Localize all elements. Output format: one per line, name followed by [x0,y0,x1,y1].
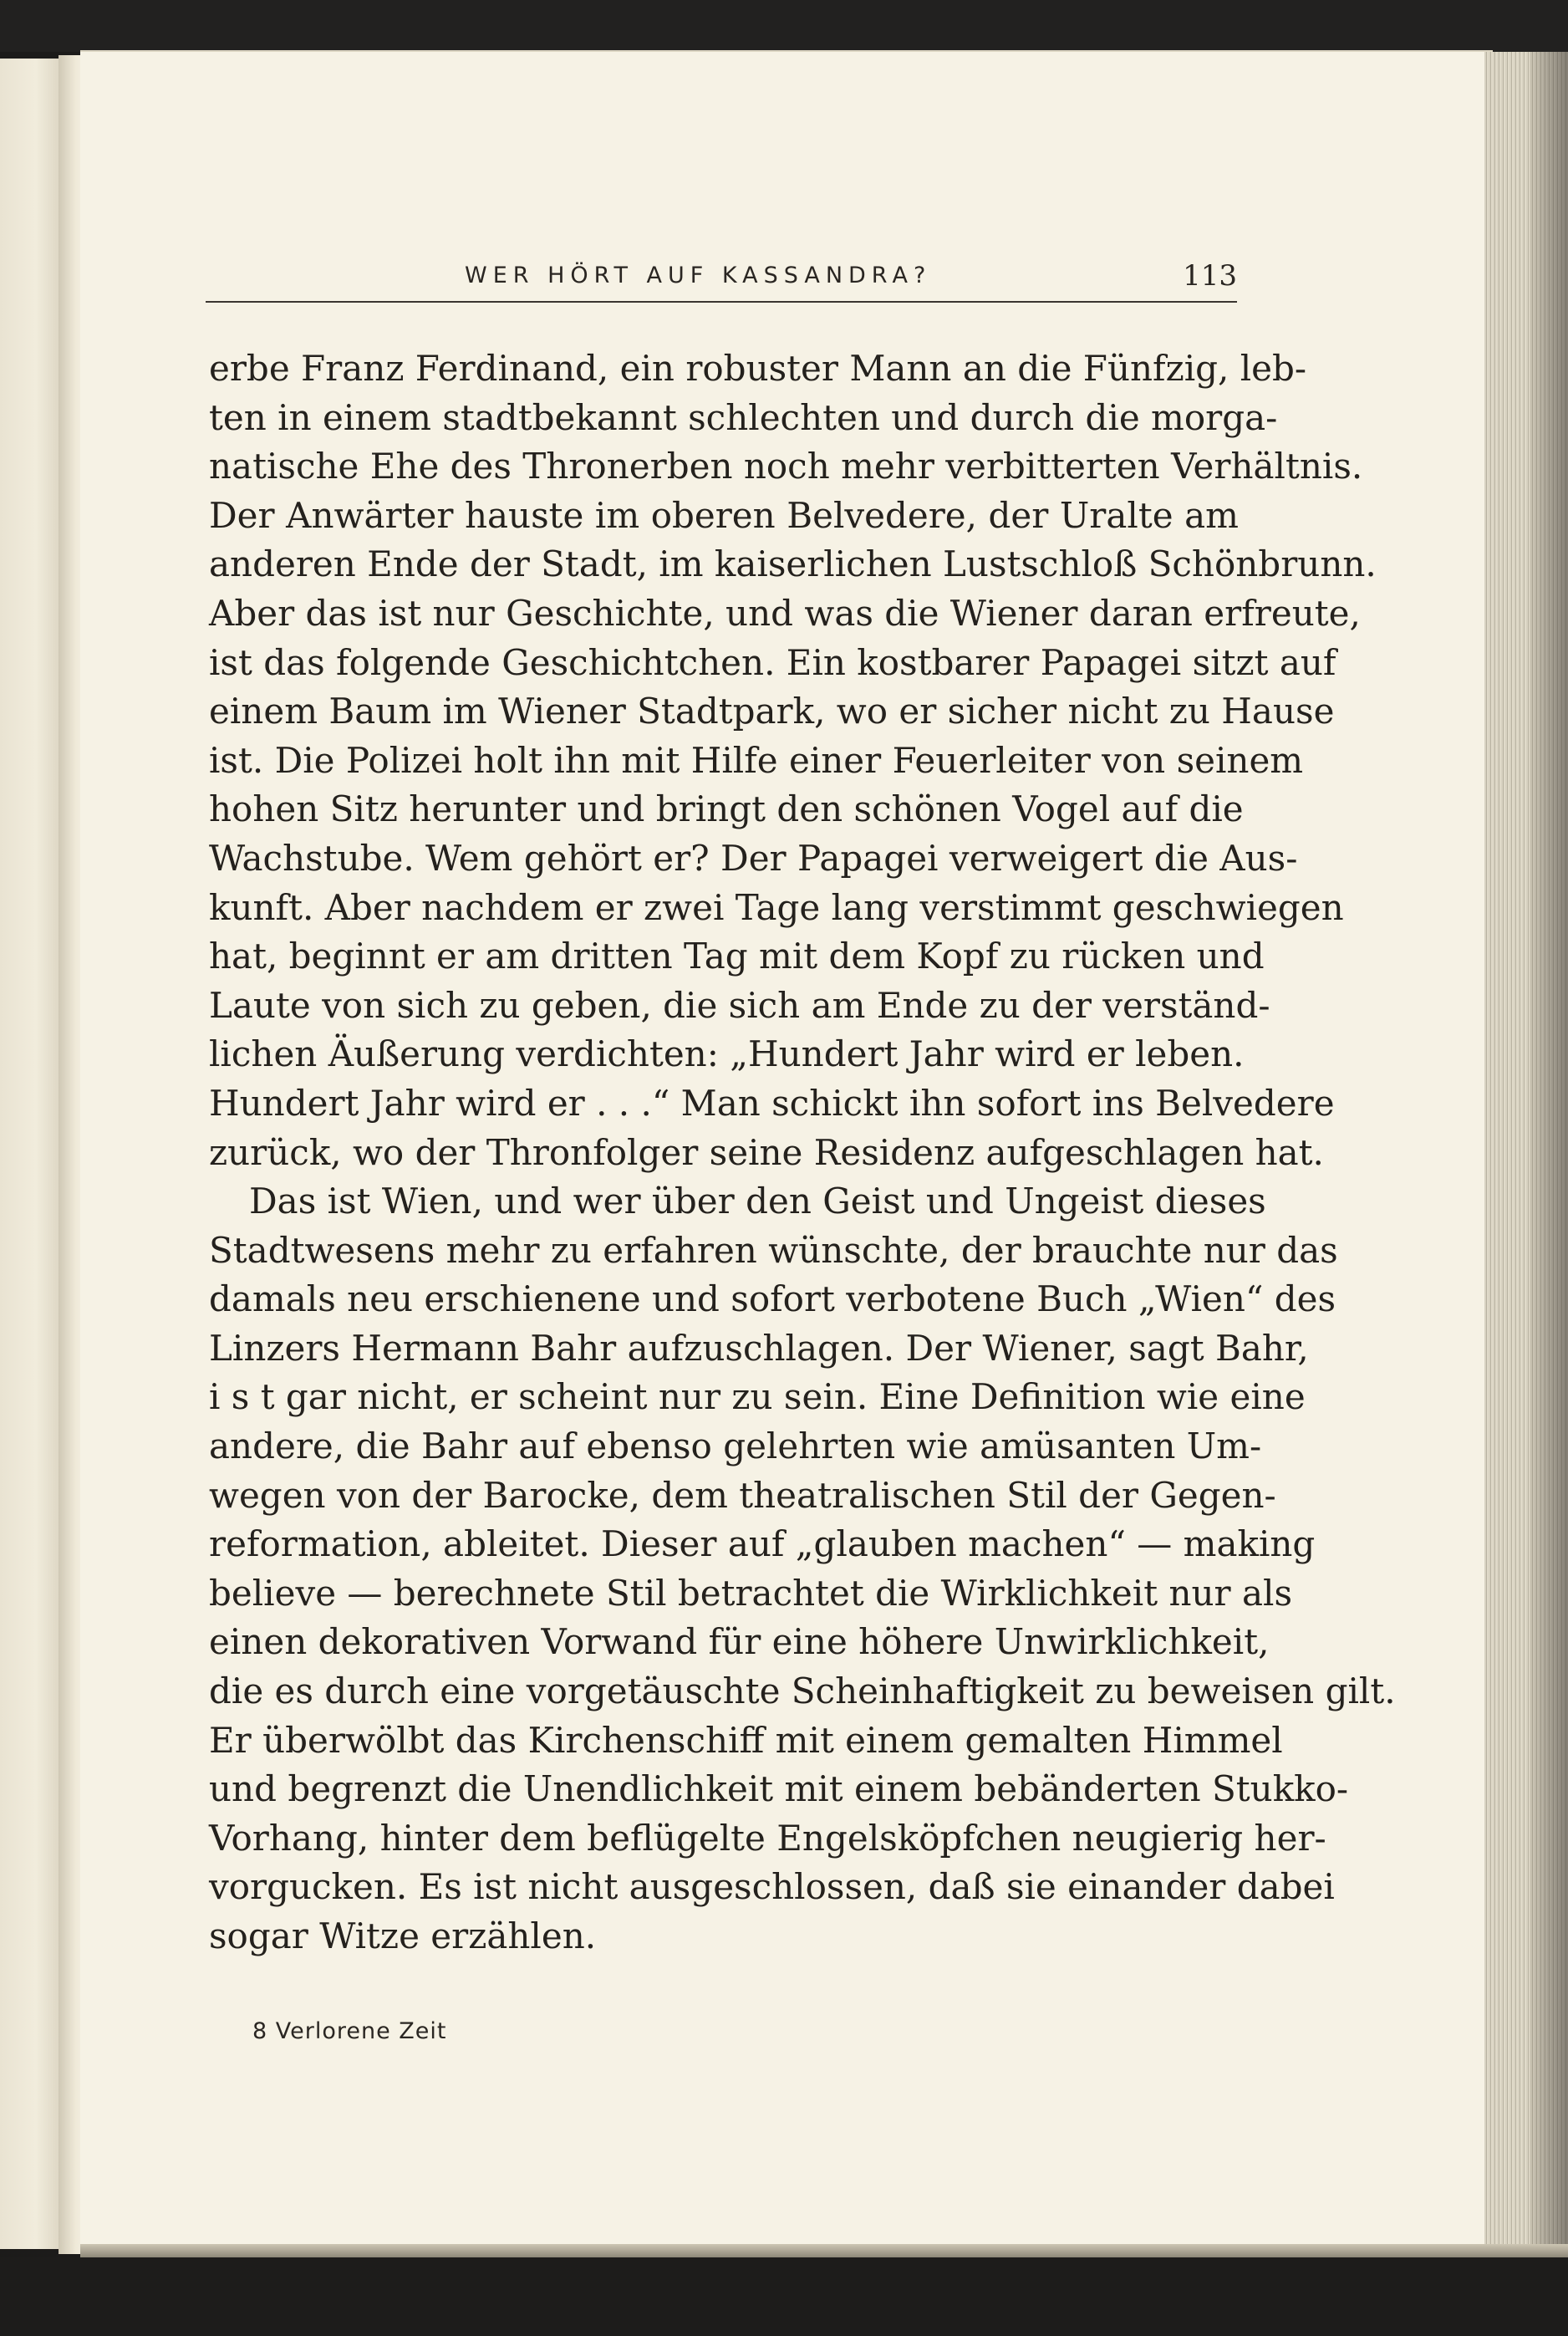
header-rule [206,301,1237,303]
body-text [209,344,1396,1961]
text-line: anderen Ende der Stadt, im kaiserlichen Lustschloß Schönbrunn. [209,543,1377,585]
text-line: Linzers Hermann Bahr aufzuschlagen. Der Wiener, sagt Bahr, [209,1327,1309,1369]
text-line: Er überwölbt das Kirchenschiff mit einem gemalten Himmel [209,1719,1283,1761]
text-line: erbe Franz Ferdinand, ein robuster Mann an die Fünfzig, leb- [209,348,1307,389]
text-line: andere, die Bahr auf ebenso gelehrten wie amüsanten Um- [209,1426,1262,1467]
scan-bottom-border [0,2257,1568,2336]
text-line: ist. Die Polizei holt ihn mit Hilfe einer Feuerleiter von seinem [209,739,1304,781]
text-line: kunft. Aber nachdem er zwei Tage lang verstimmt geschwiegen [209,886,1344,928]
text-line: believe — berechnete Stil betrachtet die Wirklichkeit nur als [209,1572,1292,1614]
text-line: vorgucken. Es ist nicht ausgeschlossen, daß sie einander dabei [209,1866,1335,1908]
text-line: einen dekorativen Vorwand für eine höhere Unwirklichkeit, [209,1621,1270,1663]
text-line: wegen von der Barocke, dem theatralischen Stil der Gegen- [209,1474,1276,1516]
text-line: Vorhang, hinter dem beflügelte Engelsköpfchen neugierig her- [209,1817,1326,1859]
text-line: Stadtwesens mehr zu erfahren wünschte, der brauchte nur das [209,1229,1338,1271]
text-line: Laute von sich zu geben, die sich am Ende zu der verständ- [209,984,1270,1026]
text-line: damals neu erschienene und sofort verbotene Buch „Wien“ des [209,1278,1336,1320]
text-line: zurück, wo der Thronfolger seine Residenz aufgeschlagen hat. [209,1131,1324,1173]
running-header-title: WER HÖRT AUF KASSANDRA? [465,263,932,288]
text-line: Der Anwärter hauste im oberen Belvedere, der Uralte am [209,494,1239,536]
text-line: Das ist Wien, und wer über den Geist und Ungeist dieses [249,1181,1266,1222]
running-header [206,256,1237,303]
text-line: Wachstube. Wem gehört er? Der Papagei verweigert die Aus- [209,837,1298,879]
text-line: und begrenzt die Unendlichkeit mit einem bebänderten Stukko- [209,1768,1349,1810]
page-edges-shadow [1530,52,1568,2246]
page-bottom-edge [80,2244,1568,2257]
text-line: Aber das ist nur Geschichte, und was die Wiener daran erfreute, [209,592,1361,634]
page-number: 113 [1183,259,1237,293]
text-line: lichen Äußerung verdichten: „Hundert Jahr wird er leben. [209,1033,1245,1075]
scan-top-border [0,0,1568,52]
text-line: hohen Sitz herunter und bringt den schönen Vogel auf die [209,788,1244,830]
text-line: Hundert Jahr wird er . . .“ Man schickt ihn sofort ins Belvedere [209,1082,1335,1124]
text-line: hat, beginnt er am dritten Tag mit dem Kopf zu rücken und [209,936,1265,977]
printer-signature: 8 Verlorene Zeit [252,2018,447,2044]
text-line: ist das folgende Geschichtchen. Ein kostbarer Papagei sitzt auf [209,641,1336,683]
text-line: i s t gar nicht, er scheint nur zu sein. Eine Definition wie eine [209,1376,1306,1418]
text-line: einem Baum im Wiener Stadtpark, wo er sicher nicht zu Hause [209,691,1335,732]
facing-page-edge [0,59,65,2249]
text-line: die es durch eine vorgetäuschte Scheinhaftigkeit zu beweisen gilt. [209,1670,1396,1712]
text-line: reformation, ableitet. Dieser auf „glauben machen“ — making [209,1523,1316,1565]
text-line: natische Ehe des Thronerben noch mehr verbitterten Verhältnis. [209,446,1363,487]
text-line: ten in einem stadtbekannt schlechten und durch die morga- [209,396,1278,438]
text-line: sogar Witze erzählen. [209,1915,597,1956]
